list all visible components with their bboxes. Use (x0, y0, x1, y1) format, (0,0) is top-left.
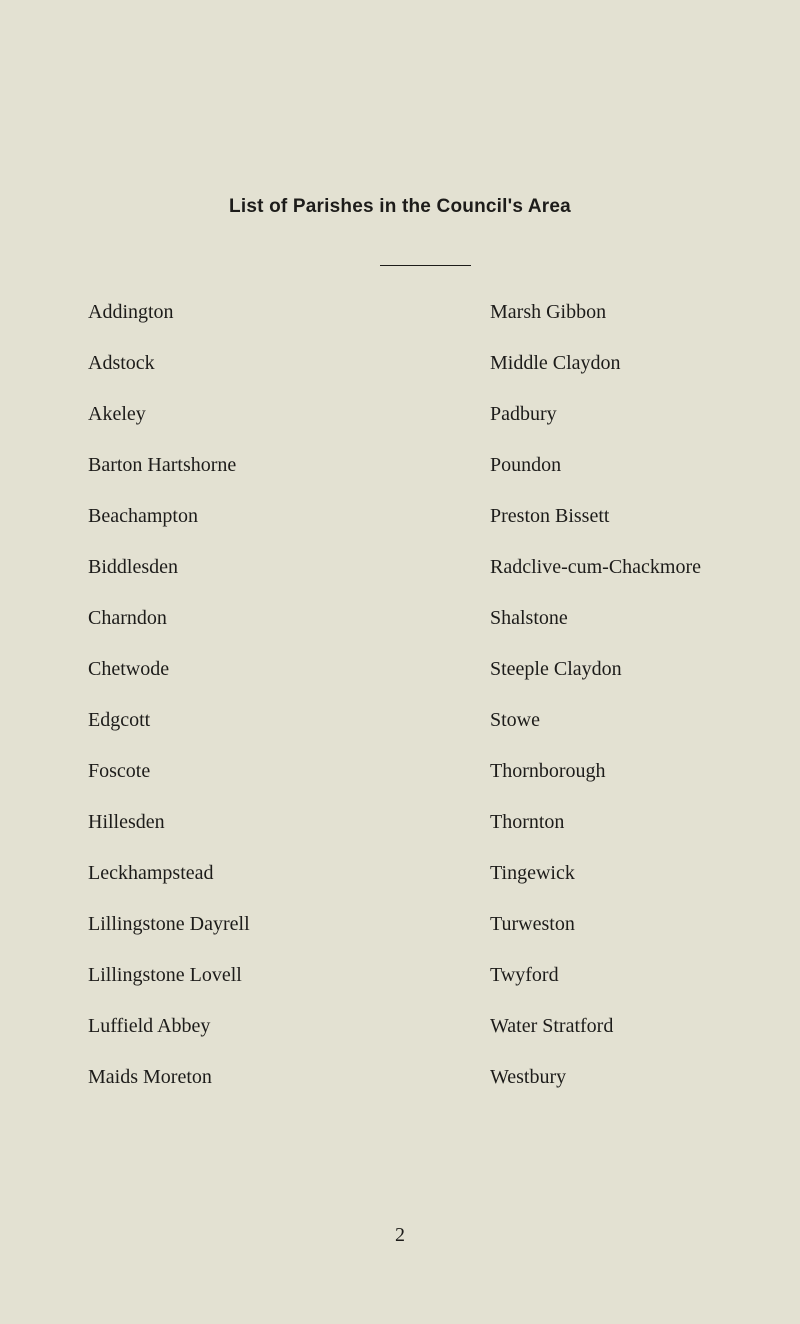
list-item: Lillingstone Dayrell (88, 913, 250, 935)
list-item: Preston Bissett (490, 505, 610, 527)
list-item: Middle Claydon (490, 352, 621, 374)
list-item: Addington (88, 301, 174, 323)
title-divider (380, 265, 471, 266)
list-item: Maids Moreton (88, 1066, 212, 1088)
page-title: List of Parishes in the Council's Area (229, 196, 571, 217)
list-item: Chetwode (88, 658, 170, 680)
list-item: Stowe (490, 709, 540, 731)
parish-list-left (88, 297, 250, 1113)
list-item: Biddlesden (88, 556, 178, 578)
list-item: Radclive-cum-Chackmore (490, 556, 702, 578)
list-item: Steeple Claydon (490, 658, 622, 680)
list-item: Adstock (88, 352, 155, 374)
list-item: Tingewick (490, 862, 575, 884)
list-item: Edgcott (88, 709, 151, 731)
list-item: Westbury (490, 1066, 567, 1088)
list-item: Marsh Gibbon (490, 301, 607, 323)
list-item: Luffield Abbey (88, 1015, 211, 1037)
list-item: Shalstone (490, 607, 568, 629)
list-item: Hillesden (88, 811, 165, 833)
list-item: Water Stratford (490, 1015, 614, 1037)
list-item: Twyford (490, 964, 559, 986)
list-item: Leckhampstead (88, 862, 214, 884)
list-item: Thornton (490, 811, 565, 833)
list-item: Barton Hartshorne (88, 454, 237, 476)
list-item: Lillingstone Lovell (88, 964, 242, 986)
parish-list-right (490, 297, 701, 1113)
list-item: Charndon (88, 607, 167, 629)
list-item: Turweston (490, 913, 575, 935)
list-item: Beachampton (88, 505, 198, 527)
list-item: Akeley (88, 403, 146, 425)
list-item: Thornborough (490, 760, 606, 782)
list-item: Poundon (490, 454, 562, 476)
list-item: Foscote (88, 760, 151, 782)
list-item: Padbury (490, 403, 557, 425)
page-number: 2 (395, 1224, 405, 1246)
